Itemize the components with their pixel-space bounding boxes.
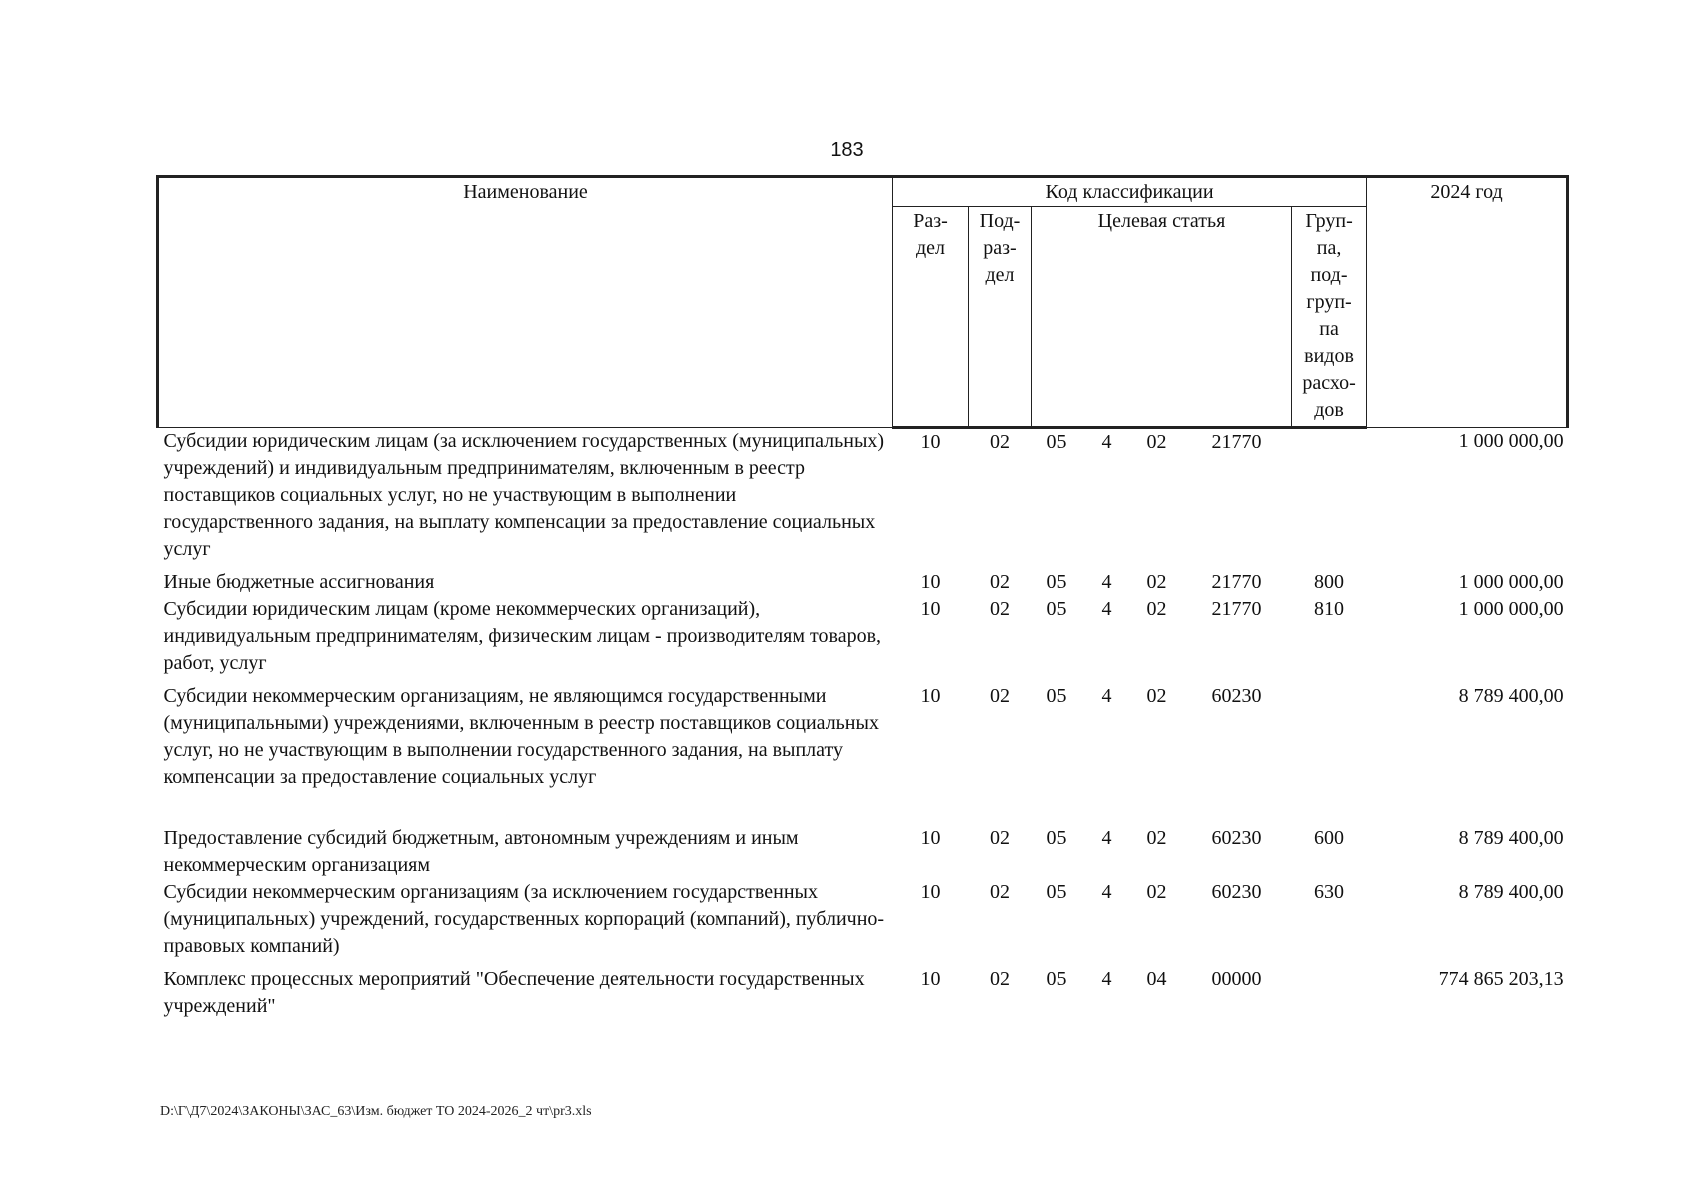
row-razdel: 10 <box>920 571 941 593</box>
header-year: 2024 год <box>1367 177 1568 428</box>
row-target-part-1: 05 <box>1046 598 1067 620</box>
row-expense-group <box>1292 966 1367 1020</box>
table-row <box>158 879 1568 966</box>
row-razdel: 10 <box>920 968 941 990</box>
row-target-part-2: 4 <box>1101 598 1112 620</box>
row-target-part-4: 60230 <box>1211 827 1262 849</box>
row-expense-group: 800 <box>1314 571 1345 593</box>
row-target-part-3: 02 <box>1146 881 1167 903</box>
row-amount: 774 865 203,13 <box>1438 968 1564 990</box>
row-expense-group: 600 <box>1314 827 1345 849</box>
row-target-part-3: 02 <box>1146 685 1167 707</box>
row-name: Иные бюджетные ассигнования <box>163 571 435 593</box>
row-expense-group <box>1292 428 1367 570</box>
row-amount: 8 789 400,00 <box>1458 881 1564 903</box>
row-target-part-4: 21770 <box>1211 571 1262 593</box>
page-number: 183 <box>830 139 864 161</box>
row-target-part-3: 04 <box>1146 968 1167 990</box>
row-razdel: 10 <box>920 598 941 620</box>
row-target-part-4: 60230 <box>1211 881 1262 903</box>
row-podrazdel: 02 <box>990 881 1010 903</box>
row-podrazdel: 02 <box>990 598 1010 620</box>
row-razdel: 10 <box>920 881 941 903</box>
header-name: Наименование <box>158 177 893 428</box>
row-razdel: 10 <box>920 431 941 453</box>
footer-file-path: D:\Г\Д7\2024\ЗАКОНЫ\ЗАС_63\Изм. бюджет ТО 2024-2026_2 чт\pr3.xls <box>160 1104 592 1119</box>
row-amount: 1 000 000,00 <box>1458 598 1564 620</box>
row-amount: 1 000 000,00 <box>1458 430 1564 452</box>
table-body <box>158 428 1568 1021</box>
row-name: Комплекс процессных мероприятий "Обеспечение деятельности государственных учреждений" <box>163 968 865 1017</box>
header-razdel: Раз- дел <box>893 207 969 428</box>
row-amount: 1 000 000,00 <box>1458 571 1564 593</box>
table-row <box>158 428 1568 570</box>
row-target-part-1: 05 <box>1046 968 1067 990</box>
row-podrazdel: 02 <box>990 827 1010 849</box>
row-target-part-1: 05 <box>1046 431 1067 453</box>
row-target-part-3: 02 <box>1146 431 1167 453</box>
row-target-part-2: 4 <box>1101 968 1112 990</box>
row-target-part-2: 4 <box>1101 431 1112 453</box>
row-name: Субсидии юридическим лицам (кроме некоммерческих организаций), индивидуальным предпринимателям, физическим лицам - производителям товаров, работ, услуг <box>163 598 882 674</box>
row-podrazdel: 02 <box>990 685 1010 707</box>
row-podrazdel: 02 <box>990 431 1010 453</box>
table-row <box>158 569 1568 596</box>
row-podrazdel: 02 <box>990 571 1010 593</box>
row-name: Субсидии некоммерческим организациям (за исключением государственных (муниципальных) учреждений, государственных корпораций (компаний), публично-правовых компаний) <box>163 881 885 957</box>
row-target-part-4: 21770 <box>1211 431 1262 453</box>
row-target-part-1: 05 <box>1046 827 1067 849</box>
row-target-part-4: 21770 <box>1211 598 1262 620</box>
row-target-part-1: 05 <box>1046 881 1067 903</box>
row-target-part-1: 05 <box>1046 685 1067 707</box>
row-razdel: 10 <box>920 685 941 707</box>
row-target-part-1: 05 <box>1046 571 1067 593</box>
row-target-part-2: 4 <box>1101 571 1112 593</box>
row-target-part-2: 4 <box>1101 881 1112 903</box>
row-target-part-2: 4 <box>1101 685 1112 707</box>
row-target-part-3: 02 <box>1146 571 1167 593</box>
row-name: Предоставление субсидий бюджетным, автономным учреждениям и иным некоммерческим организациям <box>163 827 799 876</box>
row-expense-group: 630 <box>1314 881 1345 903</box>
row-expense-group <box>1292 683 1367 825</box>
header-target-article: Целевая статья <box>1032 207 1292 428</box>
table-row <box>158 825 1568 879</box>
row-target-part-3: 02 <box>1146 827 1167 849</box>
row-target-part-4: 00000 <box>1211 968 1262 990</box>
row-name: Субсидии некоммерческим организациям, не являющимся государственными (муниципальными) учреждениями, включенным в реестр поставщиков социальных услуг, но не участвующим в выполнении государственного задания, на выплату компенсации за предоставление социальных услуг <box>163 685 879 788</box>
row-target-part-4: 60230 <box>1211 685 1262 707</box>
table-row <box>158 966 1568 1020</box>
row-expense-group: 810 <box>1314 598 1345 620</box>
budget-table <box>156 175 1569 1020</box>
table-header <box>158 177 1568 428</box>
row-name: Субсидии юридическим лицам (за исключением государственных (муниципальных) учреждений) и индивидуальным предпринимателям, включенным в реестр поставщиков социальных услуг, но не участвующим в выполнении государственного задания, на выплату компенсации за предоставление социальных услуг <box>163 430 885 560</box>
header-podrazdel: Под- раз- дел <box>969 207 1032 428</box>
budget-table-container <box>156 175 1566 1020</box>
row-amount: 8 789 400,00 <box>1458 685 1564 707</box>
row-target-part-2: 4 <box>1101 827 1112 849</box>
header-expense-group: Груп- па, под- груп- па видов расхо- дов <box>1292 207 1367 428</box>
row-target-part-3: 02 <box>1146 598 1167 620</box>
row-podrazdel: 02 <box>990 968 1010 990</box>
row-razdel: 10 <box>920 827 941 849</box>
table-row <box>158 596 1568 683</box>
header-classification: Код классификации <box>893 177 1367 207</box>
table-row <box>158 683 1568 825</box>
row-amount: 8 789 400,00 <box>1458 827 1564 849</box>
